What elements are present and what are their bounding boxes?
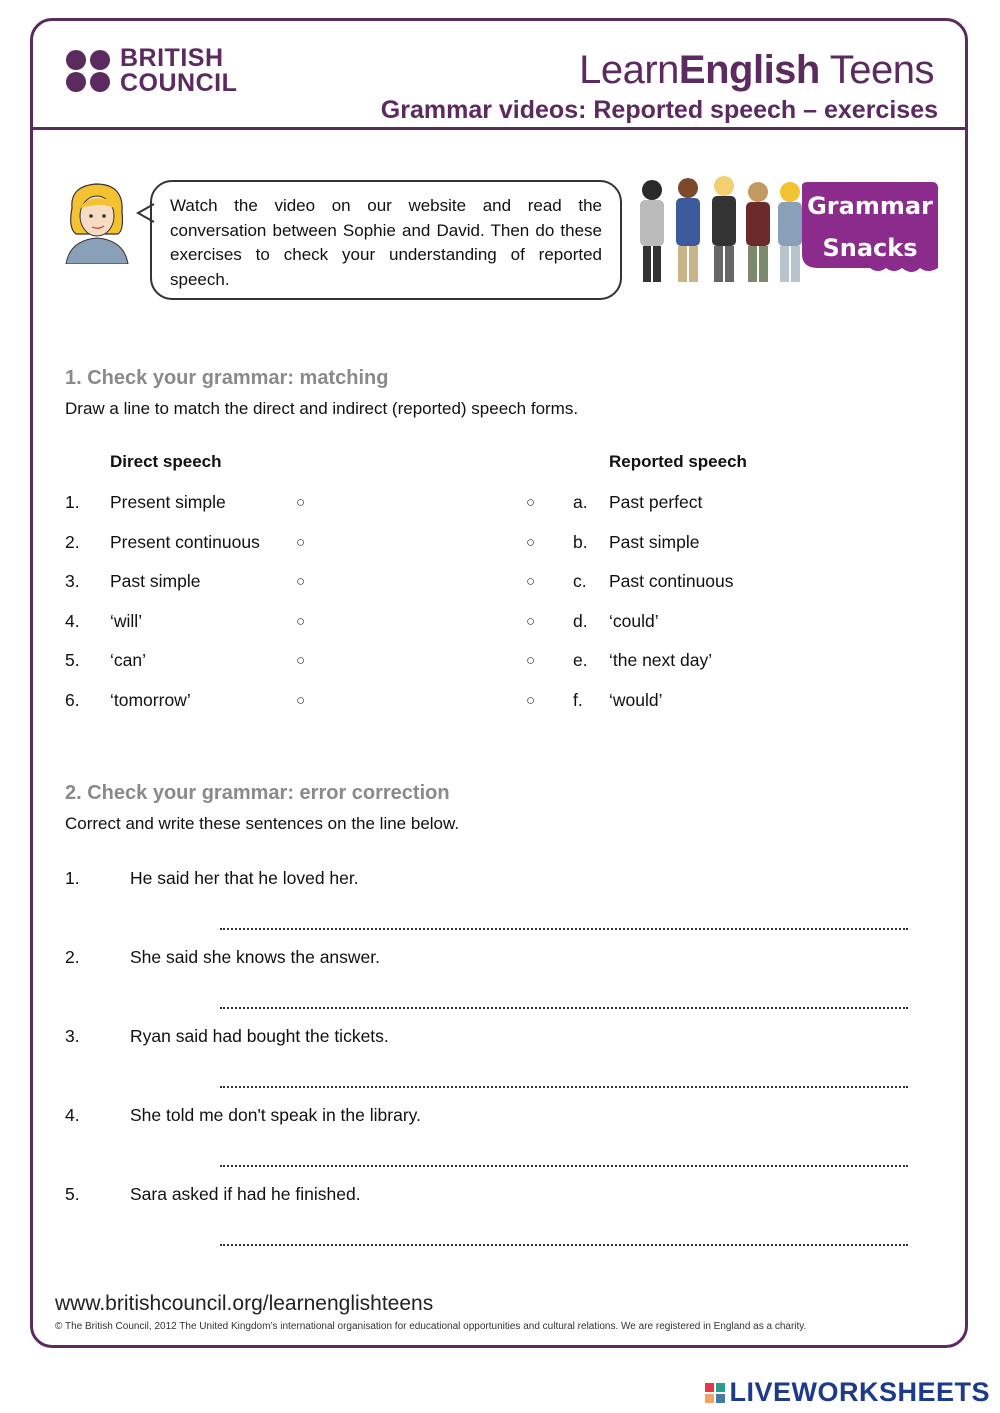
answer-line[interactable] xyxy=(220,928,908,930)
british-council-logo xyxy=(66,46,237,96)
direct-connector-dot[interactable]: ○ xyxy=(296,533,306,551)
direct-item-number: 1. xyxy=(65,492,80,512)
sentence-number: 3. xyxy=(65,1026,80,1046)
answer-line[interactable] xyxy=(220,1165,908,1167)
sentence-number: 5. xyxy=(65,1184,80,1204)
org-name-line1: BRITISH xyxy=(120,44,224,72)
direct-item-label[interactable]: Present continuous xyxy=(110,531,260,552)
reported-item-letter: a. xyxy=(573,492,588,512)
direct-connector-dot[interactable]: ○ xyxy=(296,573,306,590)
reported-item-letter: c. xyxy=(573,571,587,591)
table-row xyxy=(0,690,1000,714)
direct-connector-dot[interactable]: ○ xyxy=(296,652,306,669)
badge-line2: Snacks xyxy=(822,234,918,262)
reported-connector-dot[interactable]: ○ xyxy=(526,533,536,551)
reported-item-letter: b. xyxy=(573,531,588,552)
intro-speech-bubble: Watch the video on our website and read the conversation between Sophie and David. Then do these exercises to check your understanding of reported speech. xyxy=(150,180,622,300)
liveworksheets-logo-icon xyxy=(705,1383,725,1403)
table-row xyxy=(0,492,1000,516)
section1-instruction: Draw a line to match the direct and indirect (reported) speech forms. xyxy=(65,399,579,418)
reported-item-label[interactable]: ‘would’ xyxy=(609,689,663,710)
org-name-line2: COUNCIL xyxy=(120,69,238,97)
sentence-number: 1. xyxy=(65,868,80,888)
learnenglish-teens-logo: LearnEnglish Teens xyxy=(579,48,934,92)
sentence-number: 2. xyxy=(65,947,80,967)
table-row xyxy=(0,650,1000,674)
answer-line[interactable] xyxy=(220,1086,908,1088)
reported-item-label[interactable]: Past perfect xyxy=(609,492,703,512)
table-row xyxy=(0,571,1000,595)
header-divider xyxy=(30,127,968,130)
reported-connector-dot[interactable]: ○ xyxy=(526,652,536,669)
incorrect-sentence: He said her that he loved her. xyxy=(130,868,359,888)
answer-line[interactable] xyxy=(220,1007,908,1009)
direct-item-label[interactable]: ‘will’ xyxy=(110,610,143,631)
footer-url: www.britishcouncil.org/learnenglishteens xyxy=(55,1292,434,1315)
direct-connector-dot[interactable]: ○ xyxy=(296,612,306,630)
page-title: Grammar videos: Reported speech – exercises xyxy=(380,96,938,124)
reported-item-label[interactable]: Past simple xyxy=(609,531,700,552)
direct-item-label[interactable]: Present simple xyxy=(110,492,226,512)
direct-item-label[interactable]: Past simple xyxy=(110,571,201,591)
british-council-dots-icon xyxy=(66,50,112,92)
answer-line[interactable] xyxy=(220,1244,908,1246)
incorrect-sentence: Ryan said had bought the tickets. xyxy=(130,1026,389,1046)
direct-item-number: 3. xyxy=(65,571,80,591)
direct-speech-header: Direct speech xyxy=(110,452,222,471)
direct-item-label[interactable]: ‘can’ xyxy=(110,650,146,670)
section2-instruction: Correct and write these sentences on the line below. xyxy=(65,814,460,833)
direct-connector-dot[interactable]: ○ xyxy=(296,494,306,511)
direct-item-label[interactable]: ‘tomorrow’ xyxy=(110,689,191,710)
grammar-snacks-illustration xyxy=(632,170,940,290)
badge-line1: Grammar xyxy=(807,192,933,220)
direct-connector-dot[interactable]: ○ xyxy=(296,691,306,709)
students-group-icon xyxy=(640,176,802,282)
reported-connector-dot[interactable]: ○ xyxy=(526,691,536,709)
direct-item-number: 6. xyxy=(65,689,80,710)
direct-item-number: 5. xyxy=(65,650,80,670)
reported-item-letter: e. xyxy=(573,650,588,670)
footer-copyright: © The British Council, 2012 The United Kingdom’s international organisation for educational opportunities and cultural relations. We are registered in England as a charity. xyxy=(55,1321,807,1332)
liveworksheets-watermark: LIVEWORKSHEETS xyxy=(705,1377,990,1408)
table-row xyxy=(0,611,1000,635)
section1-title: 1. Check your grammar: matching xyxy=(65,367,389,389)
sentence-number: 4. xyxy=(65,1105,80,1125)
reported-item-letter: f. xyxy=(573,689,583,710)
reported-connector-dot[interactable]: ○ xyxy=(526,573,536,590)
incorrect-sentence: She told me don't speak in the library. xyxy=(130,1105,421,1125)
incorrect-sentence: Sara asked if had he finished. xyxy=(130,1184,361,1204)
reported-speech-header: Reported speech xyxy=(609,452,747,471)
incorrect-sentence: She said she knows the answer. xyxy=(130,947,381,967)
reported-item-letter: d. xyxy=(573,610,588,631)
reported-connector-dot[interactable]: ○ xyxy=(526,612,536,630)
sophie-avatar-icon xyxy=(62,178,132,264)
section2-title: 2. Check your grammar: error correction xyxy=(65,782,450,804)
direct-item-number: 2. xyxy=(65,531,80,552)
direct-item-number: 4. xyxy=(65,610,80,631)
reported-item-label[interactable]: ‘the next day’ xyxy=(609,650,713,670)
reported-connector-dot[interactable]: ○ xyxy=(526,494,536,511)
table-row xyxy=(0,532,1000,556)
reported-item-label[interactable]: ‘could’ xyxy=(609,610,659,631)
reported-item-label[interactable]: Past continuous xyxy=(609,571,734,591)
